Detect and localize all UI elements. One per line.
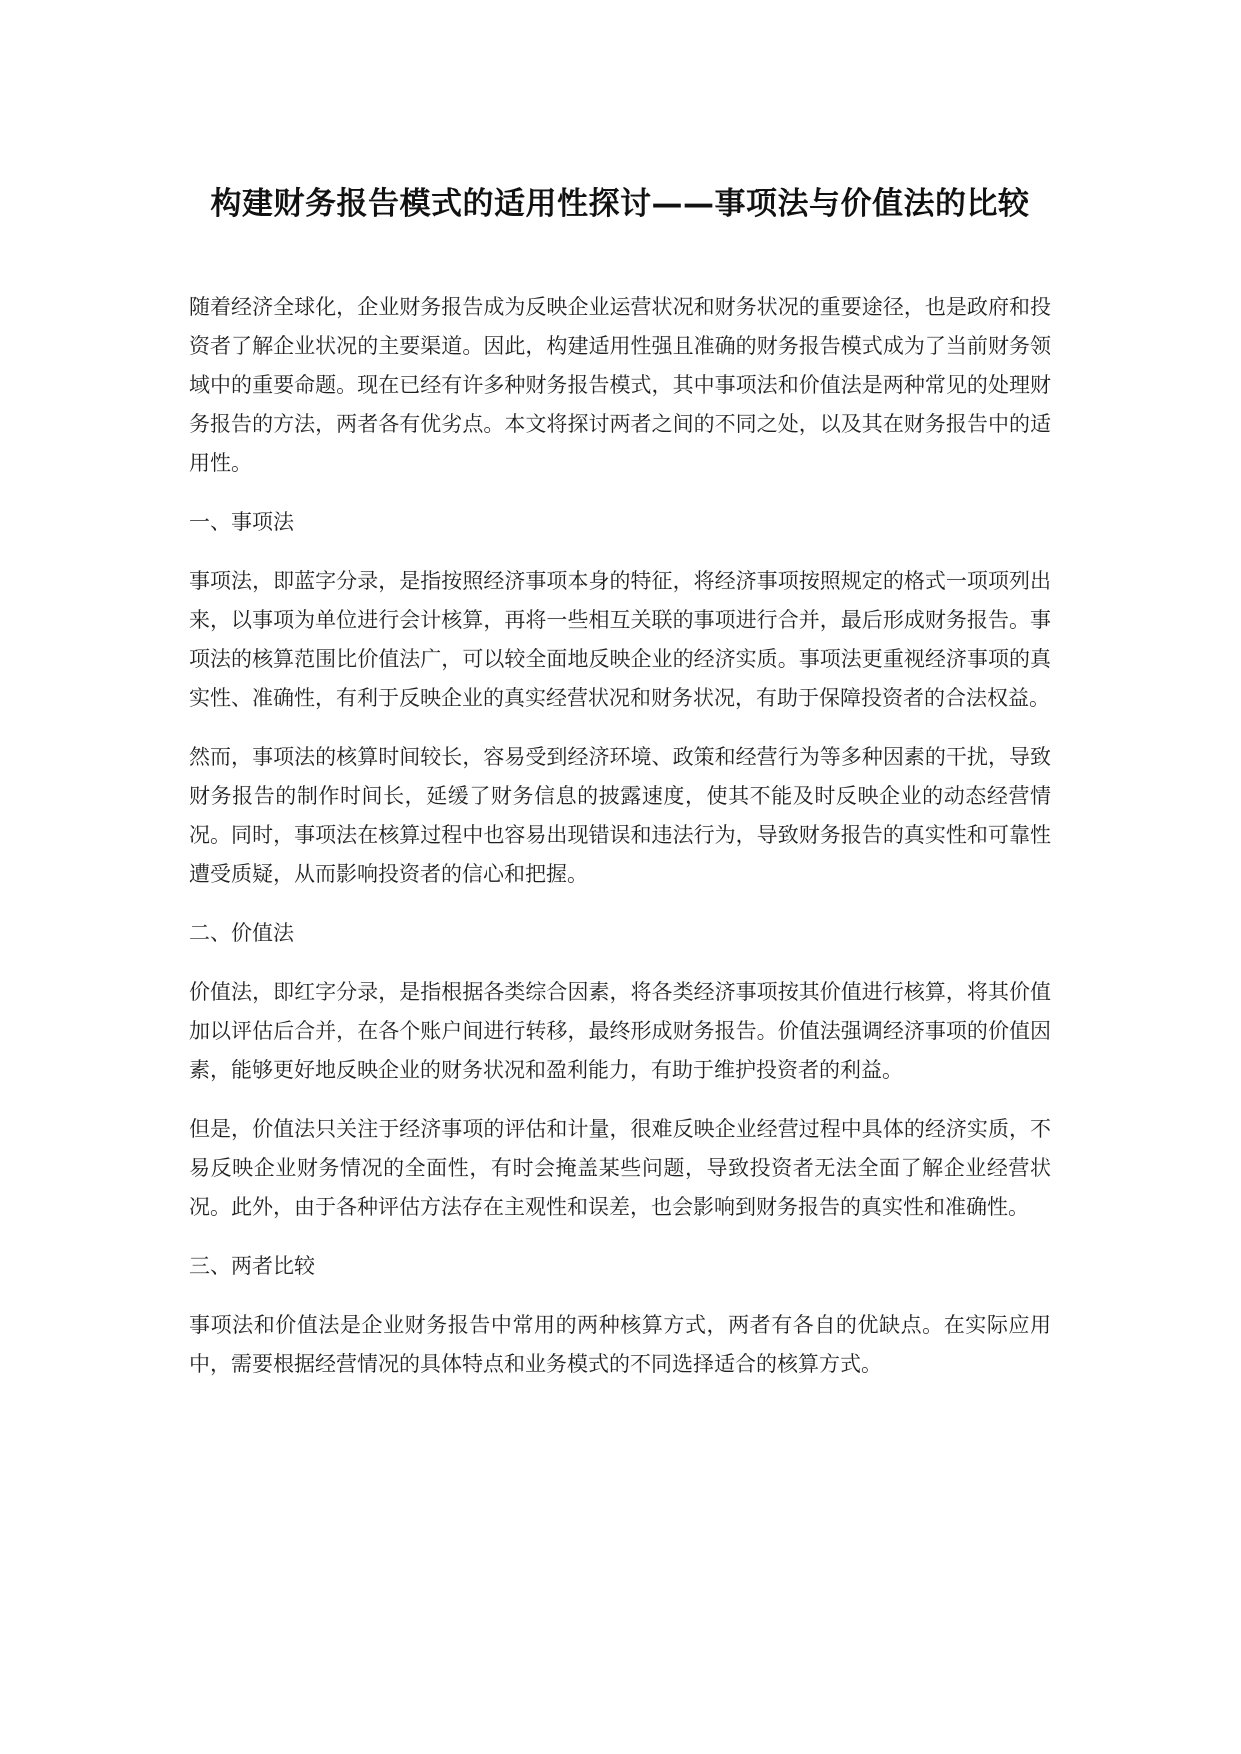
- section-1-paragraph-2: 然而，事项法的核算时间较长，容易受到经济环境、政策和经营行为等多种因素的干扰，导致财务报告的制作时间长，延缓了财务信息的披露速度，使其不能及时反映企业的动态经营情况。同时，事项法在核算过程中也容易出现错误和违法行为，导致财务报告的真实性和可靠性遭受质疑，从而影响投资者的信心和把握。: [189, 745, 1051, 886]
- section-3-paragraph-1: 事项法和价值法是企业财务报告中常用的两种核算方式，两者有各自的优缺点。在实际应用中，需要根据经营情况的具体特点和业务模式的不同选择适合的核算方式。: [189, 1313, 1051, 1376]
- section-1-paragraph-1: 事项法，即蓝字分录，是指按照经济事项本身的特征，将经济事项按照规定的格式一项项列出来，以事项为单位进行会计核算，再将一些相互关联的事项进行合并，最后形成财务报告。事项法的核算范围比价值法广，可以较全面地反映企业的经济实质。事项法更重视经济事项的真实性、准确性，有利于反映企业的真实经营状况和财务状况，有助于保障投资者的合法权益。: [189, 569, 1051, 710]
- document-body: [189, 170, 1051, 1404]
- section-heading-2: 二、价值法: [189, 921, 294, 945]
- section-heading-1: 一、事项法: [189, 510, 294, 534]
- title-spacer: [189, 238, 1051, 288]
- document-title: 构建财务报告模式的适用性探讨——事项法与价值法的比较: [210, 186, 1030, 222]
- section-2-paragraph-1: 价值法，即红字分录，是指根据各类综合因素，将各类经济事项按其价值进行核算，将其价值加以评估后合并，在各个账户间进行转移，最终形成财务报告。价值法强调经济事项的价值因素，能够更好地反映企业的财务状况和盈利能力，有助于维护投资者的利益。: [189, 980, 1051, 1082]
- section-heading-3: 三、两者比较: [189, 1254, 315, 1278]
- intro-paragraph: 随着经济全球化，企业财务报告成为反映企业运营状况和财务状况的重要途径，也是政府和投资者了解企业状况的主要渠道。因此，构建适用性强且准确的财务报告模式成为了当前财务领域中的重要命题。现在已经有许多种财务报告模式，其中事项法和价值法是两种常见的处理财务报告的方法，两者各有优劣点。本文将探讨两者之间的不同之处，以及其在财务报告中的适用性。: [189, 295, 1051, 475]
- section-2-paragraph-2: 但是，价值法只关注于经济事项的评估和计量，很难反映企业经营过程中具体的经济实质，不易反映企业财务情况的全面性，有时会掩盖某些问题，导致投资者无法全面了解企业经营状况。此外，由于各种评估方法存在主观性和误差，也会影响到财务报告的真实性和准确性。: [189, 1117, 1051, 1219]
